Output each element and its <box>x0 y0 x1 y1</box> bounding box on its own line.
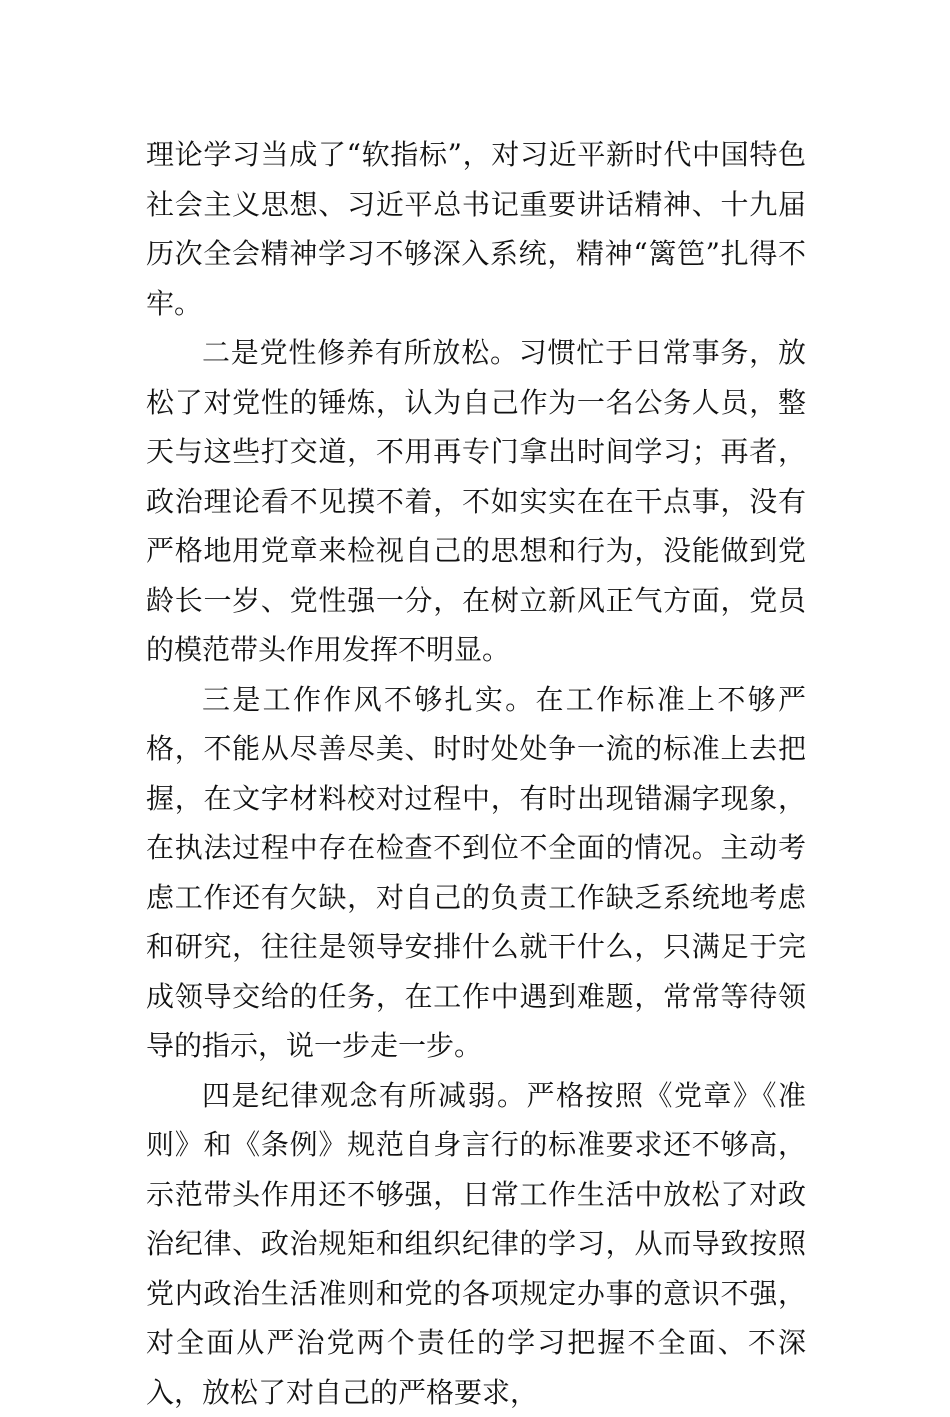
document-body <box>146 130 806 1417</box>
paragraph-4: 四是纪律观念有所减弱。严格按照《党章》《准则》和《条例》规范自身言行的标准要求还不够高，示范带头作用还不够强，日常工作生活中放松了对政治纪律、政治规矩和组织纪律的学习，从而导致按照党内政治生活准则和党的各项规定办事的意识不强，对全面从严治党两个责任的学习把握不全面、不深入，放松了对自己的严格要求， <box>146 1071 806 1417</box>
paragraph-3: 三是工作作风不够扎实。在工作标准上不够严格，不能从尽善尽美、时时处处争一流的标准上去把握，在文字材料校对过程中，有时出现错漏字现象，在执法过程中存在检查不到位不全面的情况。主动考虑工作还有欠缺，对自己的负责工作缺乏系统地考虑和研究，往往是领导安排什么就干什么，只满足于完成领导交给的任务，在工作中遇到难题，常常等待领导的指示，说一步走一步。 <box>146 675 806 1071</box>
paragraph-2: 二是党性修养有所放松。习惯忙于日常事务，放松了对党性的锤炼，认为自己作为一名公务人员，整天与这些打交道，不用再专门拿出时间学习；再者，政治理论看不见摸不着，不如实实在在干点事，没有严格地用党章来检视自己的思想和行为，没能做到党龄长一岁、党性强一分，在树立新风正气方面，党员的模范带头作用发挥不明显。 <box>146 328 806 675</box>
paragraph-1: 理论学习当成了“软指标”，对习近平新时代中国特色社会主义思想、习近平总书记重要讲话精神、十九届历次全会精神学习不够深入系统，精神“篱笆”扎得不牢。 <box>146 130 806 328</box>
